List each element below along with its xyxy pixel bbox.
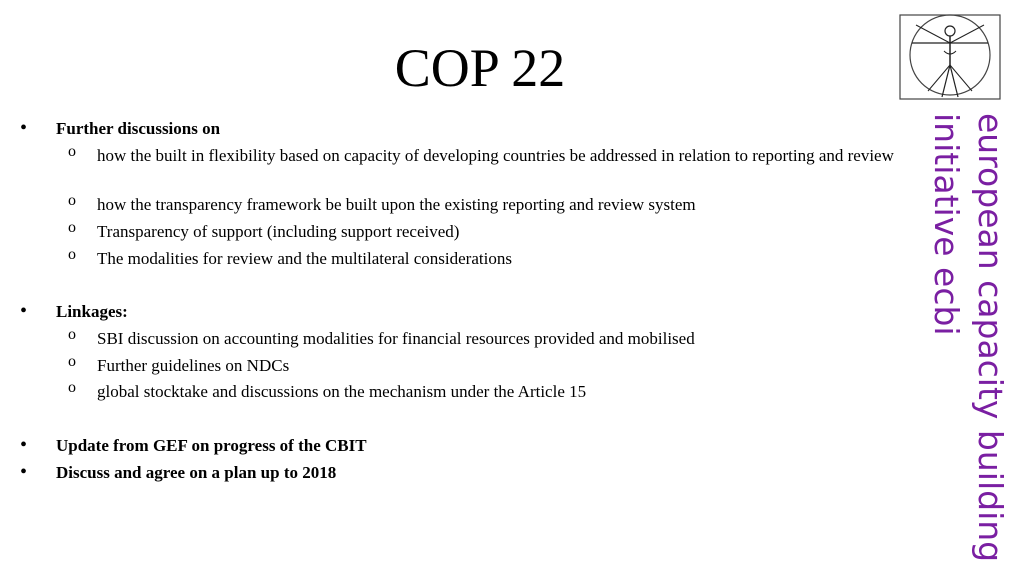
- bullet-icon: •: [20, 461, 28, 483]
- bullet-heading-plan: [20, 461, 337, 484]
- bullet-heading-text: Discuss and agree on a plan up to 2018: [56, 463, 337, 482]
- sub-bullet-text: SBI discussion on accounting modalities for financial resources provided and mobilised: [97, 329, 695, 348]
- sub-bullet-item: [68, 326, 912, 350]
- sub-bullet-icon: o: [68, 379, 76, 396]
- sub-bullet-icon: o: [68, 246, 76, 263]
- sub-bullet-text: how the built in flexibility based on capacity of developing countries be addressed in relation to reporting and review: [97, 146, 894, 165]
- bullet-heading-further-discussions: [20, 117, 221, 140]
- sub-bullet-icon: o: [68, 219, 76, 236]
- bullet-heading-text: Update from GEF on progress of the CBIT: [56, 436, 367, 455]
- bullet-heading-linkages: [20, 300, 128, 323]
- bullet-heading-text: Linkages:: [56, 302, 128, 321]
- sub-bullet-text: how the transparency framework be built upon the existing reporting and review system: [97, 195, 696, 214]
- bullet-icon: •: [20, 117, 28, 139]
- vitruvian-man-icon: [898, 13, 1002, 101]
- bullet-heading-gef-update: [20, 434, 367, 457]
- branding-line-1: european capacity building: [971, 113, 1010, 563]
- bullet-icon: •: [20, 300, 28, 322]
- branding-line-2: initiative ecbi: [927, 113, 966, 336]
- sub-bullet-item: [68, 219, 912, 243]
- sub-bullet-item: [68, 353, 912, 377]
- ecbi-branding-text: [916, 113, 1012, 563]
- sub-bullet-text: The modalities for review and the multilateral considerations: [97, 249, 512, 268]
- sub-bullet-item: [68, 192, 912, 216]
- slide-title: COP 22: [394, 38, 566, 98]
- sub-bullet-icon: o: [68, 353, 76, 370]
- sub-bullet-item: [68, 143, 912, 167]
- sub-bullet-icon: o: [68, 192, 76, 209]
- sub-bullet-icon: o: [68, 326, 76, 343]
- sub-bullet-icon: o: [68, 143, 76, 160]
- sub-bullet-item: [68, 379, 912, 403]
- sub-bullet-item: [68, 246, 912, 270]
- bullet-heading-text: Further discussions on: [56, 119, 221, 138]
- sub-bullet-text: Further guidelines on NDCs: [97, 356, 290, 375]
- sub-bullet-text: Transparency of support (including support received): [97, 222, 460, 241]
- bullet-icon: •: [20, 434, 28, 456]
- sub-bullet-text: global stocktake and discussions on the mechanism under the Article 15: [97, 382, 587, 401]
